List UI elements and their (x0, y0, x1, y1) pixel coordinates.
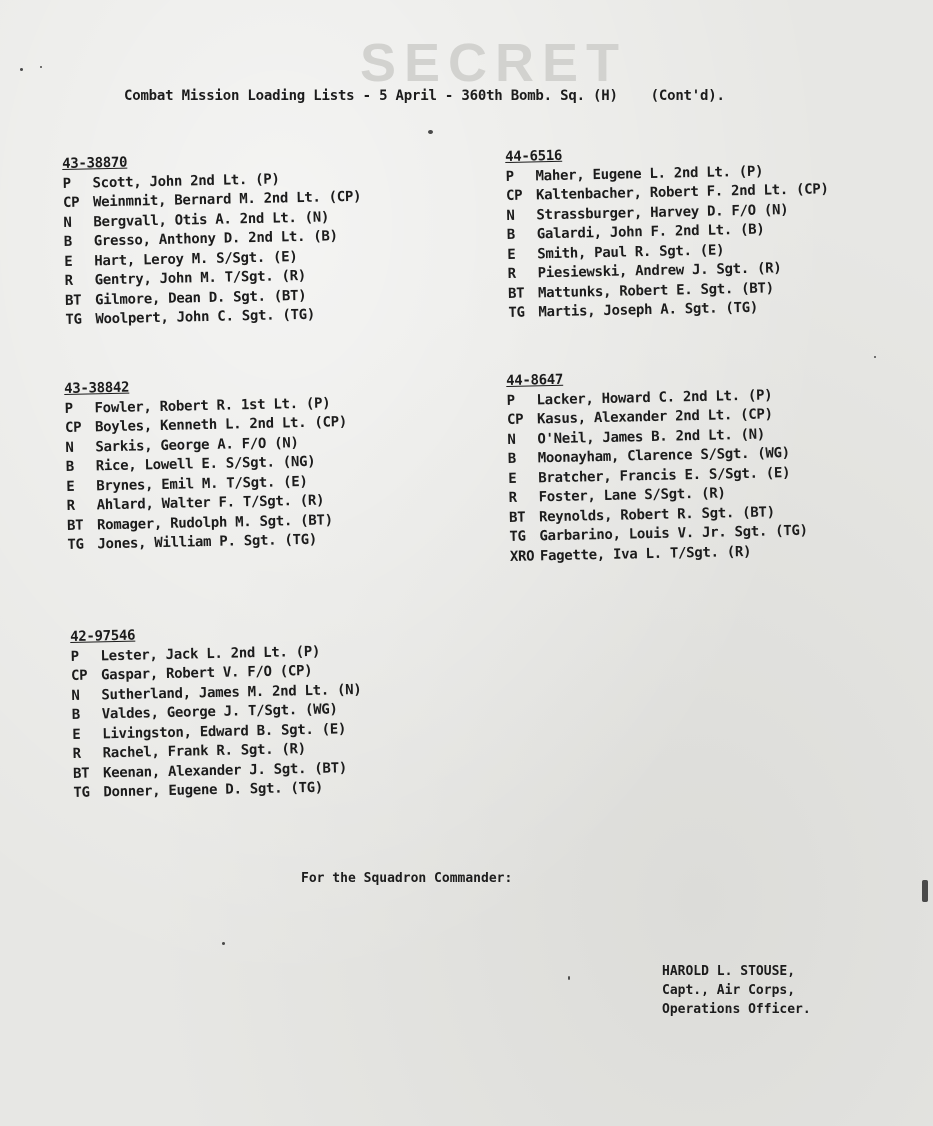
crew-position: TG (73, 784, 90, 801)
crew-name: Woolpert, John C. Sgt. (TG) (95, 306, 316, 328)
crew-name: Smith, Paul R. Sgt. (E) (537, 241, 725, 262)
signature-block (662, 962, 811, 1019)
crew-name: Maher, Eugene L. 2nd Lt. (P) (535, 163, 764, 184)
crew-name: Donner, Eugene D. Sgt. (TG) (103, 779, 324, 801)
crew-position: CP (64, 419, 82, 436)
crew-position: P (505, 168, 514, 185)
crew-position: E (64, 253, 73, 270)
scan-speck (20, 68, 23, 71)
scan-speck (874, 356, 876, 358)
crew-name: Lacker, Howard C. 2nd Lt. (P) (536, 386, 773, 408)
crew-position: P (70, 648, 79, 665)
crew-name: Fagette, Iva L. T/Sgt. (R) (539, 543, 752, 564)
aircraft-serial: 43-38870 (62, 154, 128, 172)
aircraft-serial: 44-8647 (506, 371, 564, 389)
closing-line: For the Squadron Commander: (301, 871, 513, 886)
crew-name: Gaspar, Robert V. F/O (CP) (100, 662, 313, 684)
crew-name: Sutherland, James M. 2nd Lt. (N) (101, 681, 362, 703)
crew-name: Bratcher, Francis E. S/Sgt. (E) (538, 464, 791, 486)
crew-position: CP (506, 411, 524, 428)
crew-name: Rice, Lowell E. S/Sgt. (NG) (95, 453, 316, 475)
crew-name: Valdes, George J. T/Sgt. (WG) (101, 701, 338, 723)
crew-position: B (71, 706, 81, 723)
crew-position: BT (66, 517, 84, 534)
crew-position: BT (507, 285, 525, 302)
crew-position: R (508, 489, 517, 506)
crew-name: Fowler, Robert R. 1st Lt. (P) (94, 394, 331, 416)
crew-position: E (507, 246, 516, 263)
crew-position: E (72, 726, 81, 743)
crew-position: BT (64, 292, 82, 309)
crew-name: Gentry, John M. T/Sgt. (R) (94, 267, 307, 289)
scan-speck (222, 942, 225, 945)
crew-name: Martis, Joseph A. Sgt. (TG) (538, 299, 759, 321)
aircraft-serial: 42-97546 (70, 627, 136, 645)
crew-list-2 (505, 141, 831, 323)
signatory-role: Operations Officer. (662, 1002, 811, 1017)
crew-list-5 (70, 622, 364, 804)
crew-name: O'Neil, James B. 2nd Lt. (N) (537, 426, 766, 447)
crew-position: TG (65, 311, 82, 328)
crew-name: Gresso, Anthony D. 2nd Lt. (B) (93, 228, 338, 250)
crew-position: TG (509, 528, 526, 545)
crew-position: R (72, 745, 81, 762)
scan-speck (568, 976, 570, 980)
crew-position: B (63, 233, 73, 250)
crew-name: Gilmore, Dean D. Sgt. (BT) (94, 287, 307, 308)
crew-name: Hart, Leroy M. S/Sgt. (E) (94, 248, 298, 269)
crew-position: N (507, 431, 516, 448)
crew-position: B (65, 458, 75, 475)
crew-list-1 (62, 149, 364, 331)
crew-name: Ahlard, Walter F. T/Sgt. (R) (96, 492, 325, 514)
crew-name: Mattunks, Robert E. Sgt. (BT) (537, 279, 774, 301)
crew-name: Weinmnit, Bernard M. 2nd Lt. (CP) (92, 188, 362, 211)
aircraft-serial: 44-6516 (505, 147, 563, 165)
crew-position: N (506, 207, 515, 224)
page-title: Combat Mission Loading Lists - 5 April - 360th Bomb. Sq. (H) (Cont'd). (124, 88, 725, 104)
crew-name: Garbarino, Louis V. Jr. Sgt. (TG) (539, 522, 808, 545)
scan-speck (40, 66, 42, 68)
crew-position: N (63, 214, 72, 231)
crew-position: P (506, 392, 515, 409)
crew-position: B (506, 226, 516, 243)
crew-position: CP (70, 667, 88, 684)
crew-name: Bergvall, Otis A. 2nd Lt. (N) (93, 208, 330, 230)
crew-name: Sarkis, George A. F/O (N) (95, 434, 299, 455)
crew-name: Strassburger, Harvey D. F/O (N) (536, 201, 789, 223)
crew-position: BT (508, 509, 526, 526)
crew-position: TG (67, 536, 84, 553)
crew-position: CP (505, 187, 523, 204)
crew-position: E (508, 470, 517, 487)
crew-position: P (62, 175, 71, 192)
crew-position: TG (508, 304, 525, 321)
scan-speck (428, 130, 433, 134)
crew-name: Boyles, Kenneth L. 2nd Lt. (CP) (94, 414, 348, 436)
crew-position: B (507, 450, 517, 467)
crew-position: P (64, 400, 73, 417)
crew-position: BT (72, 765, 90, 782)
crew-name: Rachel, Frank R. Sgt. (R) (102, 741, 306, 762)
crew-position: N (71, 687, 80, 704)
crew-name: Jones, William P. Sgt. (TG) (97, 531, 318, 553)
crew-list-4 (506, 366, 808, 567)
crew-name: Moonayham, Clarence S/Sgt. (WG) (537, 445, 790, 467)
classification-stamp: SECRET (360, 33, 628, 93)
crew-name: Brynes, Emil M. T/Sgt. (E) (96, 473, 308, 494)
crew-position: R (507, 265, 516, 282)
crew-position: R (64, 272, 73, 289)
crew-position: CP (62, 194, 80, 211)
crew-name: Keenan, Alexander J. Sgt. (BT) (102, 759, 348, 781)
crew-name: Piesiewski, Andrew J. Sgt. (R) (537, 260, 782, 282)
scan-speck (922, 880, 928, 902)
crew-position: N (65, 439, 74, 456)
crew-name: Foster, Lane S/Sgt. (R) (538, 485, 726, 506)
crew-position: E (66, 478, 75, 495)
signatory-name: HAROLD L. STOUSE, (662, 964, 796, 979)
crew-position: R (66, 497, 75, 514)
crew-name: Galardi, John F. 2nd Lt. (B) (536, 221, 765, 243)
crew-name: Kaltenbacher, Robert F. 2nd Lt. (CP) (535, 181, 829, 204)
crew-list-3 (64, 374, 350, 555)
crew-name: Romager, Rudolph M. Sgt. (BT) (96, 511, 333, 533)
crew-position: XRO (509, 547, 535, 565)
crew-name: Scott, John 2nd Lt. (P) (92, 170, 280, 191)
aircraft-serial: 43-38842 (64, 379, 130, 397)
crew-name: Kasus, Alexander 2nd Lt. (CP) (536, 406, 773, 428)
signatory-rank: Capt., Air Corps, (662, 983, 796, 998)
crew-name: Lester, Jack L. 2nd Lt. (P) (100, 643, 321, 664)
crew-name: Livingston, Edward B. Sgt. (E) (102, 720, 347, 742)
crew-name: Reynolds, Robert R. Sgt. (BT) (538, 503, 775, 525)
